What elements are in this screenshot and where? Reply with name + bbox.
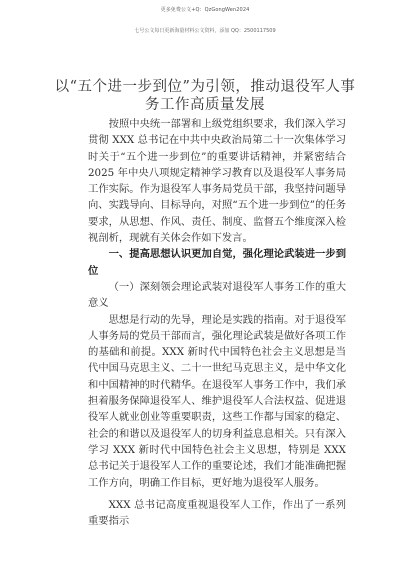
body-paragraph-continued: XXX 总书记高度重视退役军人工作，作出了一系列重要指示 [88,498,346,528]
header-top-line: 更多免费公文+Q：QzGongWen2024 [160,7,250,13]
intro-paragraph: 按照中央统一部署和上级党组织要求，我们深入学习贯彻 XXX 总书记在中共中央政治局第二十一次集体学习时关于“五个进一步到位”的重要讲话精神，并紧密结合 2025 年中央八项规定精神学习教育以及退役军人事务局工作实际。作为退役军人事务局党员干部，我坚持问题导向、实践导向、目标导向，对照“五个进一步到位”的任务要求，从思想、作风、责任、制度、监督五个维度深入检视剖析，现就有关体会作如下发言。 [88,118,346,245]
subsection-heading: （一）深刻领会理论武装对退役军人事务工作的重大意义 [88,280,346,310]
body-paragraph: 思想是行动的先导，理论是实践的指南。对于退役军人事务局的党员干部而言，强化理论武装是做好各项工作的基础和前提。XXX 新时代中国特色社会主义思想是当代中国马克思主义、二十一世纪马克思主义，是中华文化和中国精神的时代精华。在退役军人事务工作中，我们承担着服务保障退役军人、维护退役军人合法权益、促进退役军人就业创业等重要职责，这些工作都与国家的稳定、社会的和谐以及退役军人的切身利益息息相关。只有深入学习 XXX 新时代中国特色社会主义思想，特别是 XXX 总书记关于退役军人工作的重要论述，我们才能准确把握工作方向，明确工作目标，更好地为退役军人服务。 [88,313,346,489]
header-sub-line: 七号公文每日更新海量材料公文资料，添加 QQ：2500117509 [134,28,276,34]
section-heading: 一、提高思想认识更加自觉，强化理论武装进一步到位 [88,248,346,277]
document-title: 以“五个进一步到位”为引领，推动退役军人事务工作高质量发展 [54,79,356,113]
document-body [88,116,346,529]
